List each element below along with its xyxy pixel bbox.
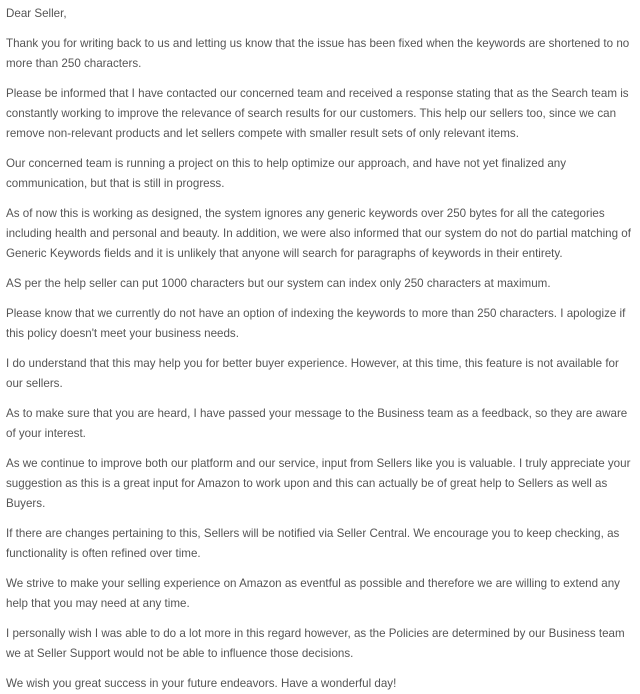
letter-greeting: Dear Seller, bbox=[6, 7, 67, 20]
paragraph-personally: I personally wish I was able to do a lot more in this regard however, as the Policies are determined by our Business team we at Seller Support would not be able to influence those decisions. bbox=[6, 627, 625, 660]
paragraph-feedback: As to make sure that you are heard, I have passed your message to the Business team as a feedback, so they are aware of your interest. bbox=[6, 407, 628, 440]
paragraph-improve: As we continue to improve both our platform and our service, input from Sellers like you is valuable. I truly appreciate your suggestion as this is a great input for Amazon to work upon and this can actually be of great help to Sellers as well as Buyers. bbox=[6, 457, 631, 510]
paragraph-understand: I do understand that this may help you for better buyer experience. However, at this time, this feature is not available for our sellers. bbox=[6, 357, 619, 390]
paragraph-character-limit: AS per the help seller can put 1000 characters but our system can index only 250 characters at maximum. bbox=[6, 277, 551, 290]
paragraph-closing: We wish you great success in your future endeavors. Have a wonderful day! bbox=[6, 677, 397, 690]
paragraph-designed: As of now this is working as designed, the system ignores any generic keywords over 250 bytes for all the categories including health and personal and beauty. In addition, we were also informed that our system do not do partial matching of Generic Keywords fields and it is unlikely that anyone will search for paragraphs of keywords in their entirety. bbox=[6, 207, 631, 260]
paragraph-changes: If there are changes pertaining to this, Sellers will be notified via Seller Central. We encourage you to keep checking, as functionality is often refined over time. bbox=[6, 527, 620, 560]
paragraph-project: Our concerned team is running a project on this to help optimize our approach, and have not yet finalized any communication, but that is still in progress. bbox=[6, 157, 567, 190]
paragraph-strive: We strive to make your selling experience on Amazon as eventful as possible and therefore we are willing to extend any help that you may need at any time. bbox=[6, 577, 620, 610]
paragraph-search-team: Please be informed that I have contacted our concerned team and received a response stating that as the Search team is constantly working to improve the relevance of search results for our customers. This help our sellers too, since we can remove non-relevant products and let sellers compete with smaller result sets of only relevant items. bbox=[6, 87, 629, 140]
paragraph-thank-you: Thank you for writing back to us and letting us know that the issue has been fixed when the keywords are shortened to no more than 250 characters. bbox=[6, 37, 630, 70]
paragraph-no-option: Please know that we currently do not have an option of indexing the keywords to more than 250 characters. I apologize if this policy doesn't meet your business needs. bbox=[6, 307, 626, 340]
